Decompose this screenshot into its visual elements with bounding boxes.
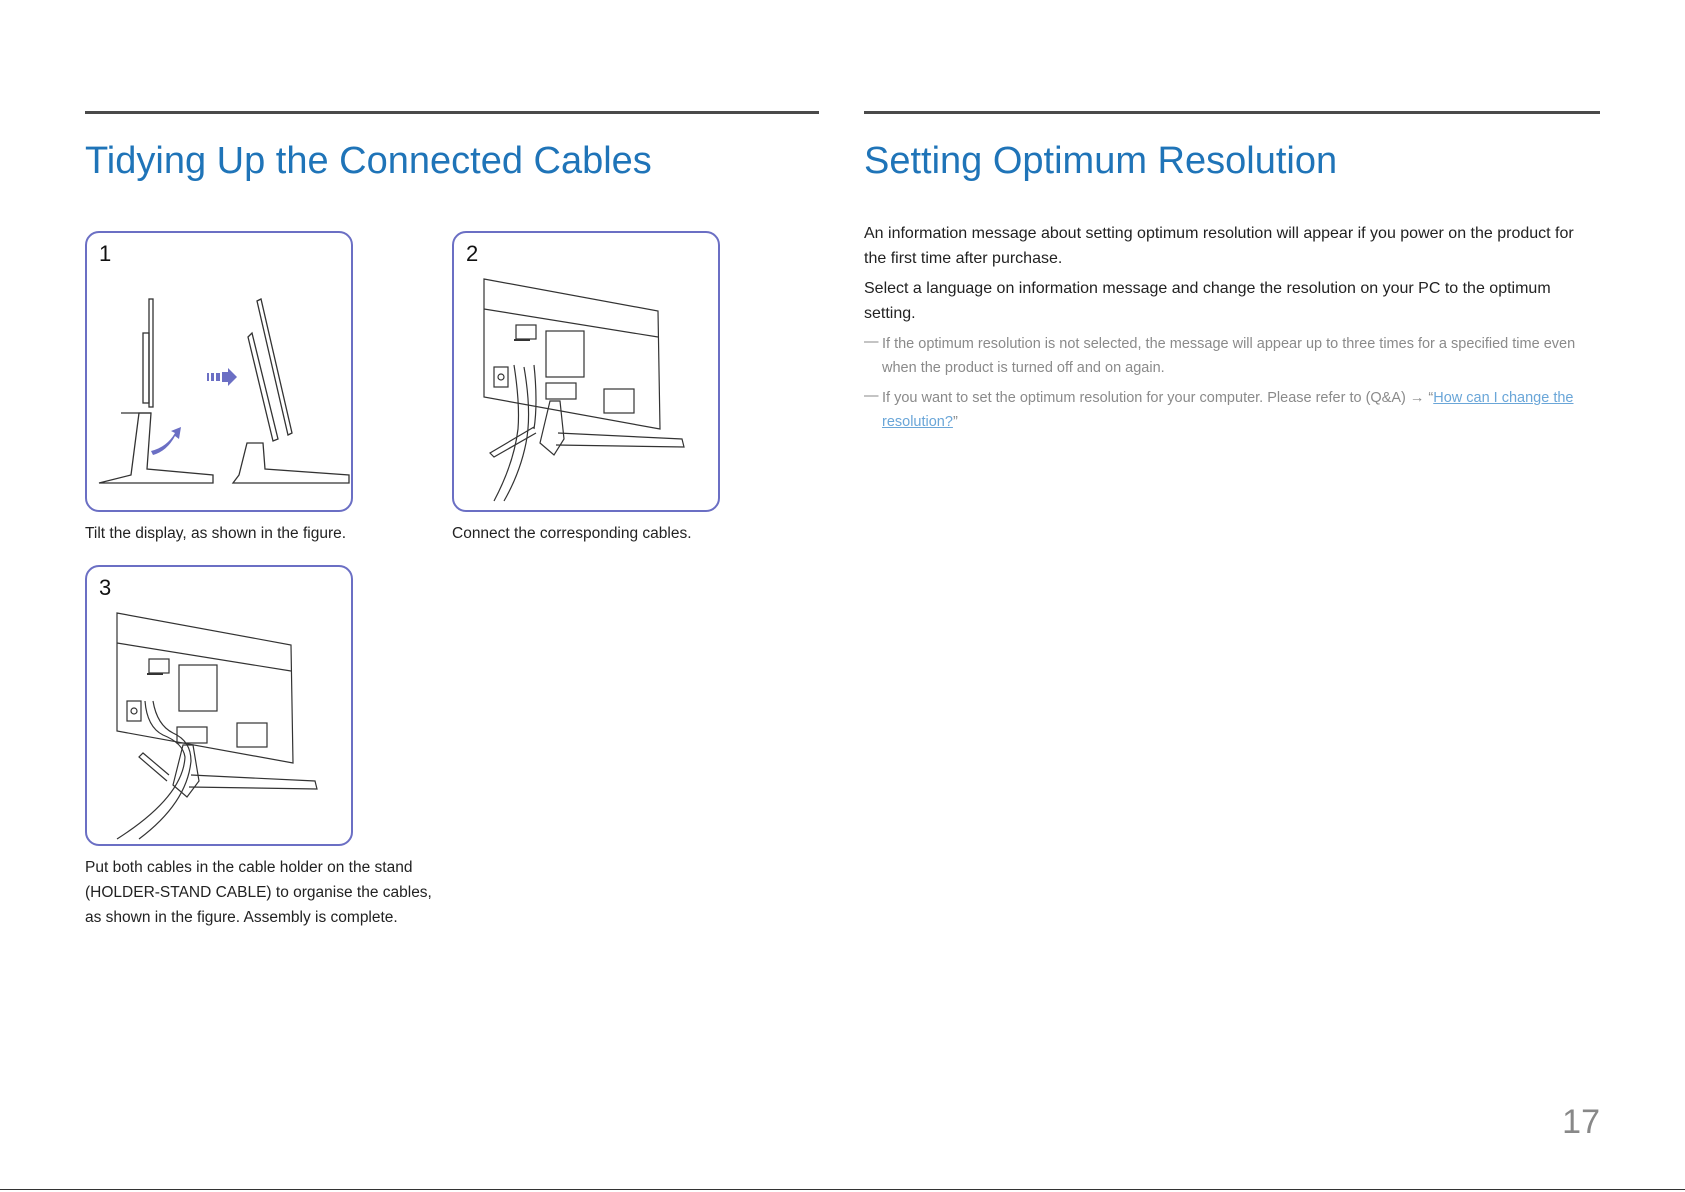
- page-number: 17: [1562, 1103, 1600, 1141]
- note-resolution-not-selected: [864, 332, 1600, 380]
- figure-2-connect-cables: [452, 231, 720, 512]
- note-refer-to-qa: [864, 386, 1600, 434]
- figure-1-tilt-display: [85, 231, 353, 512]
- figure-2-caption: Connect the corresponding cables.: [452, 525, 692, 542]
- figure-3-caption: Put both cables in the cable holder on the stand (HOLDER-STAND CABLE) to organise the cables, as shown in the figure. Assembly is complete.: [85, 859, 432, 926]
- figure-3-cable-holder: [85, 565, 353, 846]
- figure-number: 2: [466, 241, 479, 266]
- figure-number: 1: [99, 241, 112, 266]
- note-dash: ―: [864, 388, 879, 404]
- intro-paragraph: An information message about setting optimum resolution will appear if you power on the product for the first time after purchase.: [864, 225, 1574, 267]
- cable-holder-illustration: [87, 567, 353, 846]
- right-section-rule: [864, 111, 1600, 114]
- left-section-title: Tidying Up the Connected Cables: [85, 140, 652, 182]
- how-to-change-resolution-link[interactable]: How can I change the resolution?: [882, 390, 1574, 430]
- note-text: If you want to set the optimum resolution for your computer. Please refer to (Q&A) → “: [882, 390, 1434, 406]
- connect-cables-illustration: [454, 233, 720, 512]
- note-dash: ―: [864, 334, 879, 350]
- instruction-paragraph: Select a language on information message and change the resolution on your PC to the optimum setting.: [864, 280, 1551, 322]
- footer-rule: [0, 1189, 1685, 1190]
- note-text-end: ”: [952, 414, 958, 430]
- figure-1-caption: Tilt the display, as shown in the figure.: [85, 525, 347, 542]
- right-section-title: Setting Optimum Resolution: [864, 140, 1338, 182]
- tilt-display-illustration: [87, 233, 353, 512]
- left-section-rule: [85, 111, 819, 114]
- figure-number: 3: [99, 575, 112, 600]
- note-text: If the optimum resolution is not selected, the message will appear up to three times for a specified time even when the product is turned off and on again.: [882, 336, 1576, 376]
